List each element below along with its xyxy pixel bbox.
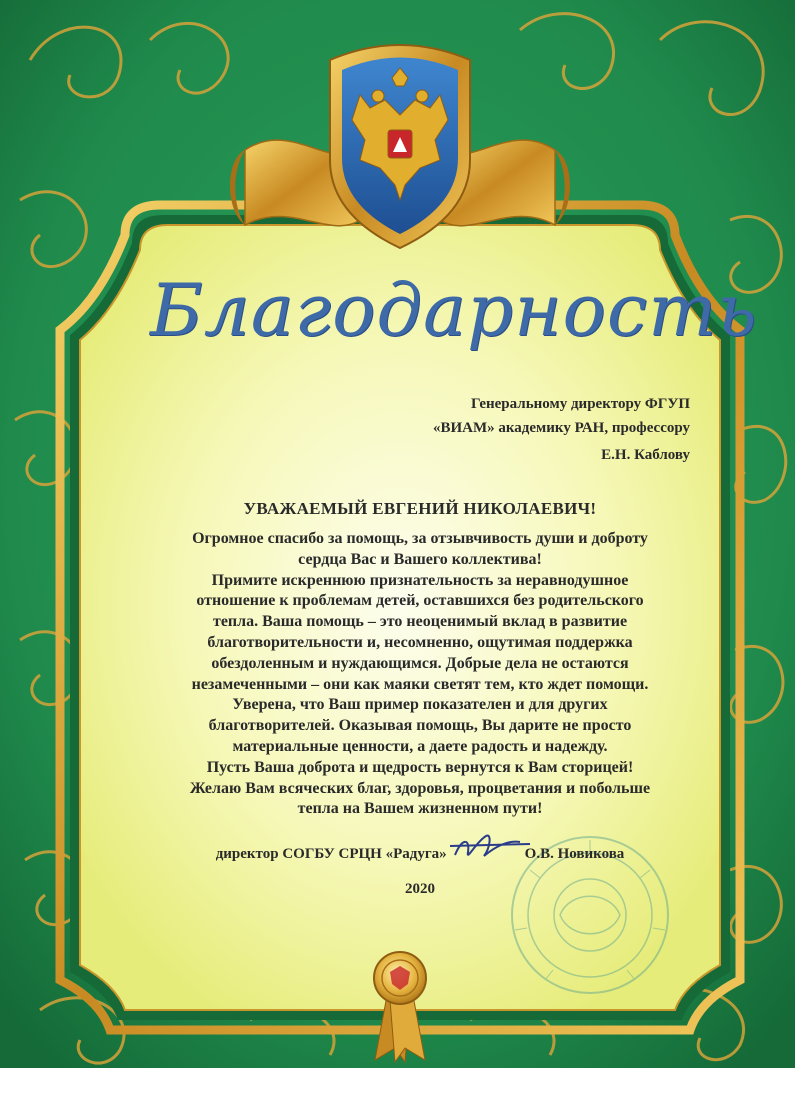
body-line: благотворителей. Оказывая помощь, Вы дарите не просто (208, 717, 632, 735)
body-line: Пусть Ваша доброта и щедрость вернутся к Вам сторицей! (206, 758, 634, 776)
addressee-line: «ВИАМ» академику РАН, профессору (432, 420, 690, 436)
body-line: благотворительности и, несомненно, ощутимая поддержка (207, 633, 633, 651)
body-line: отношение к проблемам детей, оставшихся без родительского (196, 592, 644, 610)
salutation: УВАЖАЕМЫЙ ЕВГЕНИЙ НИКОЛАЕВИЧ! (243, 499, 597, 518)
signer-name: О.В. Новикова (524, 846, 625, 862)
body-line: Желаю Вам всяческих благ, здоровья, процветания и побольше (189, 779, 651, 797)
body-line: Примите искреннюю признательность за неравнодушное (211, 571, 629, 589)
body-line: сердца Вас и Вашего коллектива! (298, 550, 542, 568)
body-line: Уверена, что Ваш пример показателен и для других (232, 696, 608, 714)
addressee-block (270, 392, 690, 440)
body-line: Огромное спасибо за помощь, за отзывчивость души и доброту (192, 530, 648, 547)
body-line: обездоленным и нуждающимся. Добрые дела не остаются (211, 654, 629, 672)
signature-line (130, 846, 710, 863)
document-year: 2020 (405, 881, 435, 897)
signer-position: директор СОГБУ СРЦН «Радуга» (215, 846, 447, 862)
recipient-name: Е.Н. Каблову (601, 447, 690, 463)
addressee-line: Генеральному директору ФГУП (470, 396, 690, 412)
body-line: незамеченными – они как маяки светят тем, кто ждет помощи. (191, 675, 649, 693)
body-line: тепла. Ваша помощь – это неоценимый вклад в развитие (212, 613, 628, 631)
body-line: тепла на Вашем жизненном пути! (297, 800, 543, 818)
body-line: материальные ценности, а даете радость и надежду. (232, 737, 608, 755)
certificate-title: Благодарность (150, 268, 758, 352)
body-text (130, 529, 710, 820)
